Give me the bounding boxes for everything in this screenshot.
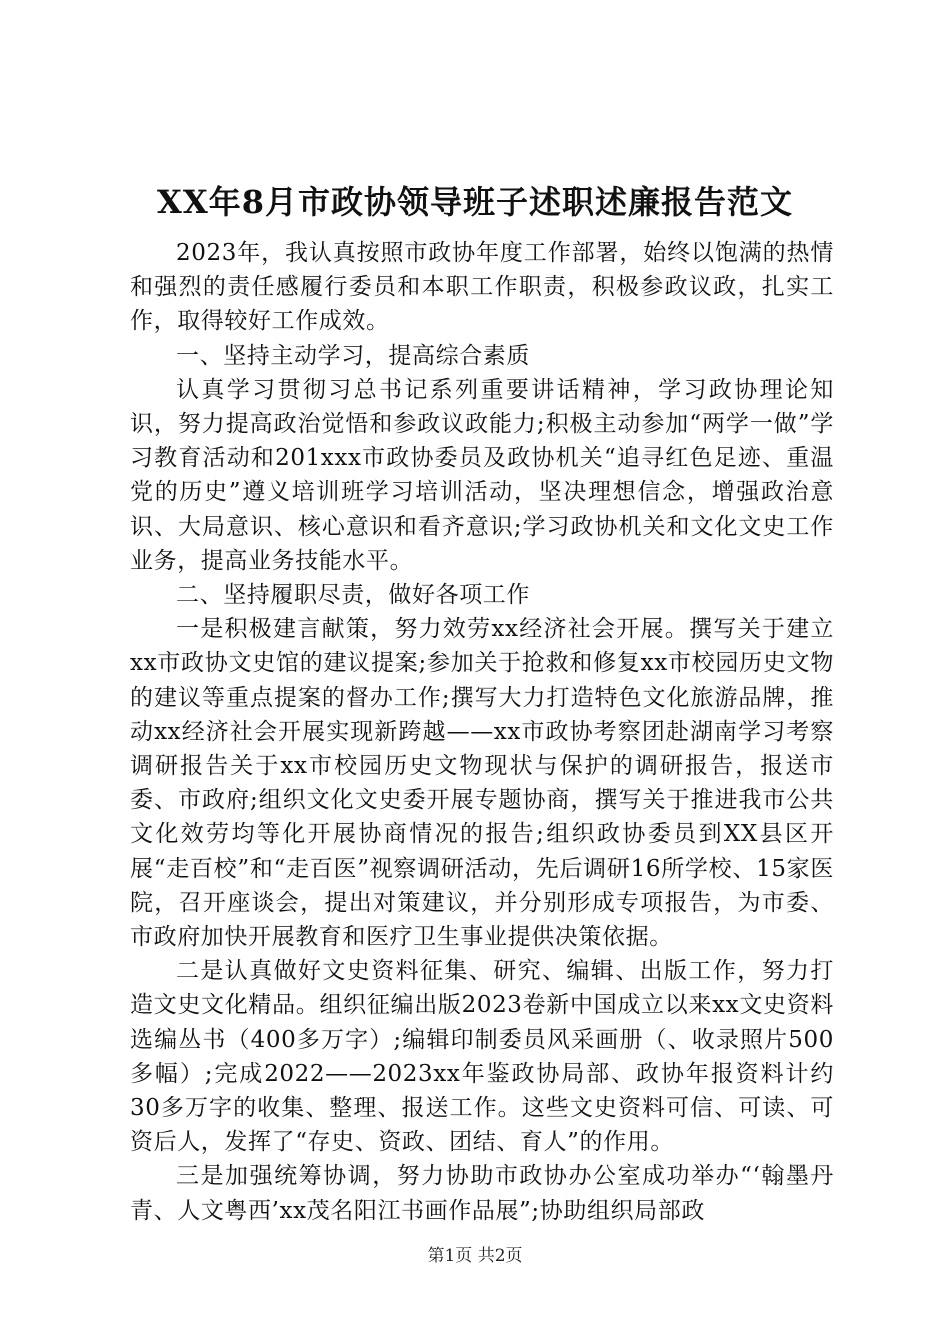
study-paragraph: 认真学习贯彻习总书记系列重要讲话精神，学习政协理论知识，努力提高政治觉悟和参政议政能力;积极主动参加“两学一做”学习教育活动和201xxx市政协委员及政协机关“追寻红色足迹、重温党的历史”遵义培训班学习培训活动，坚决理想信念，增强政治意识、大局意识、核心意识和看齐意识;学习政协机关和文化文史工作业务，提高业务技能水平。: [130, 376, 834, 574]
document-title: XX年8月市政协领导班子述职述廉报告范文: [157, 183, 793, 221]
coordination-paragraph: 三是加强统筹协调，努力协助市政协办公室成功举办“‘翰墨丹青、人文粤西’xx茂名阳江书画作品展”;协助组织局部政: [130, 1163, 834, 1224]
advice-paragraph: 一是积极建言献策，努力效劳xx经济社会开展。撰写关于建立xx市政协文史馆的建议提案;参加关于抢救和修复xx市校园历史文物的建议等重点提案的督办工作;撰写大力打造特色文化旅游品牌，推动xx经济社会开展实现新跨越——xx市政协考察团赴湖南学习考察调研报告关于xx市校园历史文物现状与保护的调研报告，报送市委、市政府;组织文化文史委开展专题协商，撰写关于推进我市公共文化效劳均等化开展协商情况的报告;组织政协委员到XX县区开展“走百校”和“走百医”视察调研活动，先后调研16所学校、15家医院，召开座谈会，提出对策建议，并分别形成专项报告，为市委、市政府加快开展教育和医疗卫生事业提供决策依据。: [130, 616, 834, 951]
archives-paragraph: 二是认真做好文史资料征集、研究、编辑、出版工作，努力打造文史文化精品。组织征编出版2023卷新中国成立以来xx文史资料选编丛书（400多万字）;编辑印制委员风采画册（、收录照片500多幅）;完成2022——2023xx年鉴政协局部、政协年报资料计约30多万字的收集、整理、报送工作。这些文史资料可信、可读、可资后人，发挥了“存史、资政、团结、育人”的作用。: [130, 958, 834, 1156]
section-heading-2: 二、坚持履职尽责，做好各项工作: [176, 582, 530, 609]
intro-paragraph: 2023年，我认真按照市政协年度工作部署，始终以饱满的热情和强烈的责任感履行委员和本职工作职责，积极参政议政，扎实工作，取得较好工作成效。: [130, 240, 834, 335]
document-body: [130, 236, 834, 1228]
page-footer: 第1页 共2页: [427, 1246, 523, 1266]
section-heading-1: 一、坚持主动学习，提高综合素质: [176, 342, 530, 369]
